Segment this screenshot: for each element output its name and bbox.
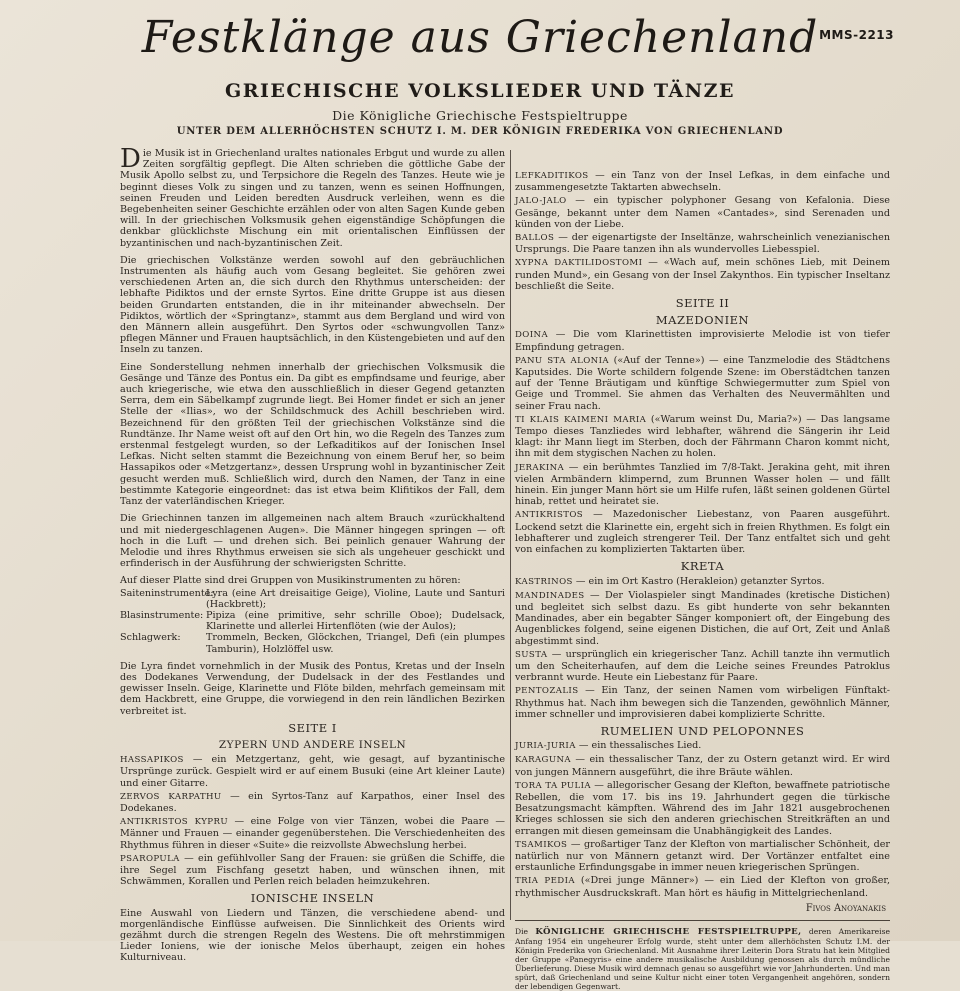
- ensemble-note-pre: Die: [515, 926, 536, 936]
- track-entry: [515, 754, 890, 777]
- ionian-paragraph: Eine Auswahl von Liedern und Tänzen, die verschiedene abend- und morgenländische Einflüsse aufweisen. Die Sinnlichkeit des Orients wird gezähmt durch die strengen Regeln des Westens. Die oft mehrstimmigen Lieder Ioniens, wie der ionische Melos überhaupt, zeigen ein hohes Kulturniveau.: [120, 907, 505, 964]
- track-description: — Ein Tanz, der seinen Namen vom wirbeligen Fünftakt-Rhythmus hat. Nach ihm bewegen sich die Tanzenden, gewöhnlich Männer, immer schneller und improvisieren dabei komplizierte Schritte.: [515, 685, 890, 720]
- track-name: TSAMIKOS: [515, 839, 568, 850]
- track-entry: [515, 232, 890, 255]
- instrument-group-label: Saiteninstrumente:: [120, 587, 214, 599]
- instrument-group-text: Lyra (eine Art dreisaitige Geige), Violine, Laute und Santuri (Hackbrett);: [206, 587, 505, 610]
- section-heading-kreta: KRETA: [680, 559, 725, 574]
- track-entry: [515, 170, 890, 193]
- instrument-group-text: Pipiza (eine primitive, sehr schrille Oboe); Dudelsack, Klarinette und allerlei Hirtenflöten (wie der Aulos);: [206, 609, 505, 633]
- track-description: — «Wach auf, mein schönes Lieb, mit Deinem runden Mund», ein Gesang von der Insel Zakynthos. Ein typischer Inseltanz beschließt die Seite.: [515, 257, 890, 292]
- instrument-group-text: Trommeln, Becken, Glöckchen, Triangel, Defi (ein plumpes Tamburin), Holzlöffel usw.: [206, 632, 505, 655]
- track-name: JURIA-JURIA: [515, 741, 576, 752]
- section-heading-ionische: IONISCHE INSELN: [250, 891, 375, 906]
- track-description: — ein thessalischer Tanz, der zu Ostern getanzt wird. Er wird von jungen Männern ausgeführt, die ihre Bräute wählen.: [515, 754, 890, 778]
- side-one-heading: SEITE I: [288, 720, 337, 735]
- intro-paragraph: Die Musik ist in Griechenland uraltes nationales Erbgut und wurde zu allen Zeiten sorgfältig gepflegt. Die Alten schrieben die göttliche Gabe der Musik Apollo selbst zu, und Terpsichore die Regeln des Tanzes. Heute wie je beginnt dieses Volk zu singen und zu tanzen, wenn es seinen Hoffnungen, seinen Freuden und Leiden beredten Ausdruck verleihen, wenn es die Begebenheiten seiner Geschichte erzählen oder von alten Sagen Kunde geben will. In der griechischen Volksmusik gehen eigenständige Schöpfungen die denkbar glücklichste Mischung ein mit orientalischen Einflüssen der byzantinischen und nach-byzantinischen Zeit.: [120, 144, 505, 249]
- instrument-group-label: Schlagwerk:: [120, 632, 181, 644]
- column-divider: [510, 150, 511, 920]
- track-entry: [515, 780, 890, 837]
- album-subtitle: GRIECHISCHE VOLKSLIEDER UND TÄNZE: [225, 80, 735, 102]
- track-entry: [515, 839, 890, 874]
- track-name: XYPNA DAKTILIDOSTOMI: [515, 258, 643, 269]
- track-name: PSAROPULA: [120, 853, 180, 864]
- track-entry: [515, 257, 890, 292]
- track-name: ZERVOS KARPATHU: [120, 791, 222, 802]
- women-dance-paragraph: Die Griechinnen tanzen im allgemeinen nach altem Brauch «zurückhaltend und mit niedergeschlagenen Augen». Die Männer hingegen springen — oft hoch in die Luft — und drehen sich. Bei peinlich genauer Wahrung der Melodie und ihres Rhythmus erweisen sie sich als ungeheuer geschickt und erfinderisch in der Ausführung der schwierigsten Schritte.: [120, 513, 505, 570]
- track-entry: [120, 791, 505, 814]
- track-description: — ein im Ort Kastro (Herakleion) getanzter Syrtos.: [572, 575, 825, 587]
- ensemble-name: KÖNIGLICHE GRIECHISCHE FESTSPIELTRUPPE,: [535, 926, 802, 937]
- section-heading-mazedonien: MAZEDONIEN: [655, 313, 750, 328]
- track-entry: [120, 853, 505, 888]
- track-entry: [515, 509, 890, 555]
- track-description: — ein Tanz von der Insel Lefkas, in dem einfache und zusammengesetzte Taktarten abwechseln.: [515, 170, 890, 194]
- lyra-paragraph: Die Lyra findet vornehmlich in der Musik des Pontus, Kretas und der Inseln des Dodekanes Verwendung, der Dudelsack in der des Festlandes und gewisser Inseln. Geige, Klarinette und Flöte bilden, mehrfach gemeinsam mit dem Hackbrett, eine Gruppe, die vorwiegend in den rein ländlichen Bezirken verbreitet ist.: [120, 660, 505, 717]
- track-entry: [515, 590, 890, 647]
- track-entry: [515, 649, 890, 684]
- track-name: KASTRINOS: [515, 576, 573, 587]
- track-description: — Mazedonischer Liebestanz, von Paaren ausgeführt. Lockend setzt die Klarinette ein, ergeht sich in freien Rhythmen. Es folgt ein lebhafterer und zugleich strengerer Teil. Der Tanz entfaltet sich und geht von einfachen zu komplizierten Taktarten über.: [515, 509, 890, 556]
- track-entry: [120, 816, 505, 851]
- ensemble-note-text: deren Amerikareise Anfang 1954 ein ungeheurer Erfolg wurde, steht unter dem allerhöchsten Schutz I.M. der Königin Frederika von Griechenland. Mit Ausnahme ihrer Leiterin Dora Stratu hat kein Mitglied der Gruppe «Panegyris» eine andere musikalische Ausbildung genossen als durch mündliche Überlieferung. Diese Musik wird demnach genau so ausgeführt wie vor Jahrhunderten. Und man spürt, daß Griechenland und seine Kultur nicht einer toten Vergangenheit angehören, sondern der lebendigen Gegenwart.: [515, 926, 890, 991]
- track-name: TI KLAIS KAIMENI MARIA: [515, 414, 647, 425]
- track-entry: [515, 875, 890, 898]
- track-description: — eine Folge von vier Tänzen, wobei die Paare — Männer und Frauen — einander gegenüberstehen. Die Verschiedenheiten des Rhythmus führen in dieser «Suite» die reizvollste Abwechslung herbei.: [120, 816, 505, 851]
- side-two-heading: SEITE II: [675, 296, 730, 311]
- track-entry: [515, 740, 890, 752]
- track-name: PANU STA ALONIA: [515, 355, 609, 366]
- track-name: ANTIKRISTOS: [515, 510, 584, 521]
- track-description: («Drei junge Männer») — ein Lied der Klefton von großer, rhythmischer Ausdruckskraft. Man hört es häufig in Mittelgriechenland.: [515, 875, 890, 899]
- track-entry: [120, 754, 505, 789]
- track-name: DOINA: [515, 330, 549, 341]
- track-description: — der eigenartigste der Inseltänze, wahrscheinlich venezianischen Ursprungs. Die Paare tanzen ihn als wundervolles Liebesspiel.: [515, 232, 890, 256]
- track-description: — ein Metzgertanz, geht, wie gesagt, auf byzantinische Ursprünge zurück. Gespielt wird er auf einem Busuki (eine Art kleiner Laute) und einer Gitarre.: [120, 754, 505, 789]
- instruments-intro: Auf dieser Platte sind drei Gruppen von Musikinstrumenten zu hören:: [120, 575, 461, 587]
- performer-line: Die Königliche Griechische Festspieltruppe: [332, 108, 628, 123]
- track-entry: [515, 414, 890, 460]
- track-description: — Der Violaspieler singt Mandinades (kretische Distichen) und begleitet sich selbst dazu. Es gibt hunderte von sehr bekannten Mandinades, aber ein begabter Sänger komponiert oft, der Eingebung des Augenblickes folgend, seine eigenen Distichen, die auf Ort, Zeit und Anlaß abgestimmt sind.: [515, 589, 890, 647]
- track-description: — großartiger Tanz der Klefton von martialischer Schönheit, der natürlich nur von Männern getanzt wird. Der Vortänzer entfaltet eine erstaunliche Erfindungsgabe in immer neuen kriegerischen Sprüngen.: [515, 838, 890, 874]
- ensemble-note: [515, 920, 890, 991]
- track-name: JERAKINA: [515, 462, 565, 473]
- instrument-list: [120, 588, 505, 655]
- catalog-number: MMS-2213: [819, 28, 894, 42]
- track-entry: [515, 462, 890, 508]
- track-description: — ein Syrtos-Tanz auf Karpathos, einer Insel des Dodekanes.: [120, 790, 505, 814]
- track-name: HASSAPIKOS: [120, 755, 184, 766]
- track-description: («Warum weinst Du, Maria?») — Das langsame Tempo dieses Tanzliedes wird lebhafter, während die Sängerin ihr Leid klagt: ihr Mann liegt im Sterben, doch der Fährmann Charon kommt nicht, ihn mit dem stygischen Nachen zu holen.: [515, 413, 891, 460]
- track-name: TRIA PEDIA: [515, 876, 575, 887]
- dances-paragraph: Die griechischen Volkstänze werden sowohl auf den gebräuchlichen Instrumenten als häufig auch vom Gesang begleitet. Sie gehören zwei verschiedenen Arten an, die sich durch den Rhythmus unterscheiden: der lebhafte Pidiktos und der ernste Syrtos. Eine dritte Gruppe ist aus diesen beiden Grundarten entstanden, die in ihr miteinander abwechseln. Der Pidiktos, wörtlich der «Springtanz», stammt aus dem Bergland und wird von den Männern allein ausgeführt. Den Syrtos oder «schwungvollen Tanz» pflegen Männer und Frauen hauptsächlich, in den Küstengebieten und auf den Inseln zu tanzen.: [120, 254, 505, 356]
- track-entry: [515, 576, 890, 588]
- track-description: — ein gefühlvoller Sang der Frauen: sie grüßen die Schiffe, die ihre Segel zum Fischfang gesetzt haben, und wünschen ihnen, mit Schwämmen, Korallen und Perlen reich beladen heimzukehren.: [120, 852, 505, 888]
- track-entry: [515, 685, 890, 720]
- track-description: — allegorischer Gesang der Klefton, bewaffnete patriotische Rebellen, die vom 17. bis ins 19. Jahrhundert gegen die türkische Besatzungsmacht kämpften. Während des im Jahr 1821 ausgebrochenen Krieges schlossen sie sich den anderen griechischen Streitkräften an und errangen mit diesen gemeinsam die Unabhängigkeit des Landes.: [515, 779, 890, 837]
- patronage-line: UNTER DEM ALLERHÖCHSTEN SCHUTZ I. M. DER KÖNIGIN FREDERIKA VON GRIECHENLAND: [176, 126, 784, 137]
- left-column: [120, 144, 505, 970]
- track-name: LEFKADITIKOS: [515, 171, 589, 181]
- track-name: PENTOZALIS: [515, 686, 579, 697]
- instrument-group-label: Blasinstrumente:: [120, 609, 204, 621]
- track-name: JALO-JALO: [515, 196, 567, 207]
- track-entry: [515, 195, 890, 230]
- album-title: Festklänge aus Griechenland: [141, 12, 819, 63]
- track-name: KARAGUNA: [515, 755, 571, 766]
- section-heading-rumelien: RUMELIEN UND PELOPONNES: [600, 723, 805, 738]
- track-description: — ein thessalisches Lied.: [575, 740, 702, 752]
- section-heading-zypern: ZYPERN UND ANDERE INSELN: [218, 738, 407, 751]
- track-description: — ein berühmtes Tanzlied im 7/8-Takt. Jerakina geht, mit ihren vielen Armbändern klimpernd, zum Brunnen Wasser holen — und fällt hinein. Ein junger Mann hört sie um Hilfe rufen, läßt seinen goldenen Gürtel hinab, rettet und heiratet sie.: [515, 461, 890, 508]
- right-column: [515, 170, 890, 991]
- track-description: — ursprünglich ein kriegerischer Tanz. Achill tanzte ihn vermutlich um den Scheiterhaufen, auf dem die Leiche seines Freundes Patroklus verbrannt wurde. Heute ein Liebestanz für Paare.: [515, 648, 890, 684]
- track-name: MANDINADES: [515, 590, 585, 601]
- track-name: TORA TA PULIA: [515, 780, 592, 791]
- track-description: — Die vom Klarinettisten improvisierte Melodie ist von tiefer Empfindung getragen.: [515, 329, 890, 353]
- track-entry: [515, 355, 890, 412]
- pontus-paragraph: Eine Sonderstellung nehmen innerhalb der griechischen Volksmusik die Gesänge und Tänze des Pontus ein. Da gibt es empfindsame und feurige, aber auch kriegerische, wie etwa den ausschließlich in dieser Gegend getanzten Serra, dem ein Säbelkampf zugrunde liegt. Bei Homer findet er sich an jener Stelle der «Ilias», wo der Schildschmuck des Achill beschrieben wird. Bezeichnend für den größten Teil der griechischen Volkstänze sind die Rundtänze. Ihr Name weist oft auf den Ort hin, wo die Regeln des Tanzes zum erstenmal festgelegt wurden, so der Lefkaditikos auf der Ionischen Insel Lefkas. Nicht selten stammt die Bezeichnung von einem Beruf her, so beim Hassapikos oder «Metzgertanz», dessen Ursprung wohl in byzantinischer Zeit gesucht werden muß. Schließlich wird, durch den Namen, der Tanz in eine bestimmte Kategorie eingeordnet: das ist etwa beim Klifitikos der Fall, dem Tanz der vaterländischen Krieger.: [120, 361, 505, 508]
- author-signature: Fivos Anoyanakis: [805, 902, 886, 914]
- track-name: ANTIKRISTOS KYPRU: [120, 817, 229, 828]
- track-description: («Auf der Tenne») — eine Tanzmelodie des Städtchens Kaputsides. Die Worte schildern folgende Szene: im Oberstädtchen tanzen auf der Tenne Bräutigam und künftige Schwiegermutter zum Spiel von Geige und Trommel. Sie ahmen das Verhalten des Neuvermählten und seiner Frau nach.: [515, 354, 891, 412]
- track-entry: [515, 329, 890, 352]
- track-description: — ein typischer polyphoner Gesang von Kefalonia. Diese Gesänge, bekannt unter dem Namen «Cantades», sind Serenaden und künden von der Liebe.: [515, 195, 890, 230]
- track-name: BALLOS: [515, 233, 555, 244]
- track-name: SUSTA: [515, 649, 548, 660]
